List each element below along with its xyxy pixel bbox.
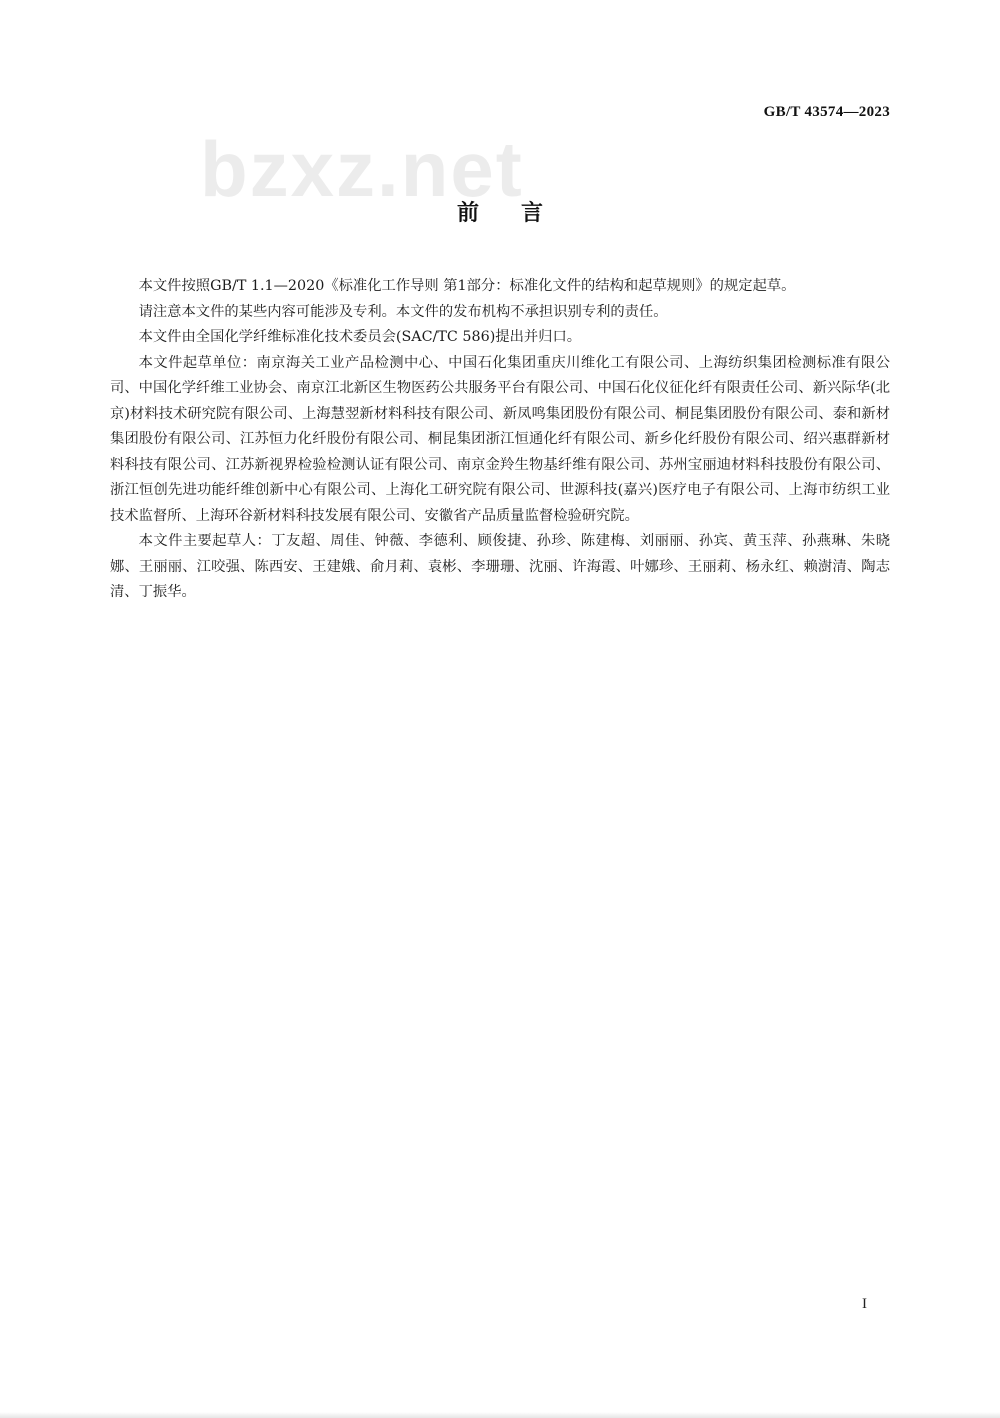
foreword-body — [110, 274, 890, 606]
page-title: 前言 — [456, 201, 585, 226]
paragraph-drafting-rules: 本文件按照GB/T 1.1—2020《标准化工作导则 第1部分：标准化文件的结构和起草规则》的规定起草。 — [138, 278, 796, 294]
paragraph-drafters: 本文件主要起草人：丁友超、周佳、钟薇、李德利、顾俊捷、孙珍、陈建梅、刘丽丽、孙宾、黄玉萍、孙燕琳、朱晓娜、王丽丽、江咬强、陈西安、王建娥、俞月莉、袁彬、李珊珊、沈丽、许海霞、叶娜珍、王丽莉、杨永红、赖澍清、陶志清、丁振华。 — [110, 533, 890, 600]
standard-code: GB/T 43574—2023 — [763, 104, 890, 120]
paragraph-proposer: 本文件由全国化学纤维标准化技术委员会(SAC/TC 586)提出并归口。 — [138, 329, 582, 345]
paragraph-patent-notice: 请注意本文件的某些内容可能涉及专利。本文件的发布机构不承担识别专利的责任。 — [138, 303, 668, 320]
paragraph-drafting-units: 本文件起草单位：南京海关工业产品检测中心、中国石化集团重庆川维化工有限公司、上海纺织集团检测标准有限公司、中国化学纤维工业协会、南京江北新区生物医药公共服务平台有限公司、中国石化仪征化纤有限责任公司、新兴际华(北京)材料技术研究院有限公司、上海慧翌新材料科技有限公司、新凤鸣集团股份有限公司、桐昆集团股份有限公司、泰和新材集团股份有限公司、江苏恒力化纤股份有限公司、桐昆集团浙江恒通化纤有限公司、新乡化纤股份有限公司、绍兴惠群新材料科技有限公司、江苏新视界检验检测认证有限公司、南京金羚生物基纤维有限公司、苏州宝丽迪材料科技股份有限公司、浙江恒创先进功能纤维创新中心有限公司、上海化工研究院有限公司、世源科技(嘉兴)医疗电子有限公司、上海市纺织工业技术监督所、上海环谷新材料科技发展有限公司、安徽省产品质量监督检验研究院。 — [110, 354, 890, 524]
page-bottom-edge — [0, 1412, 1000, 1418]
watermark: bzxz.net — [200, 125, 524, 213]
page-number: I — [862, 1296, 867, 1312]
